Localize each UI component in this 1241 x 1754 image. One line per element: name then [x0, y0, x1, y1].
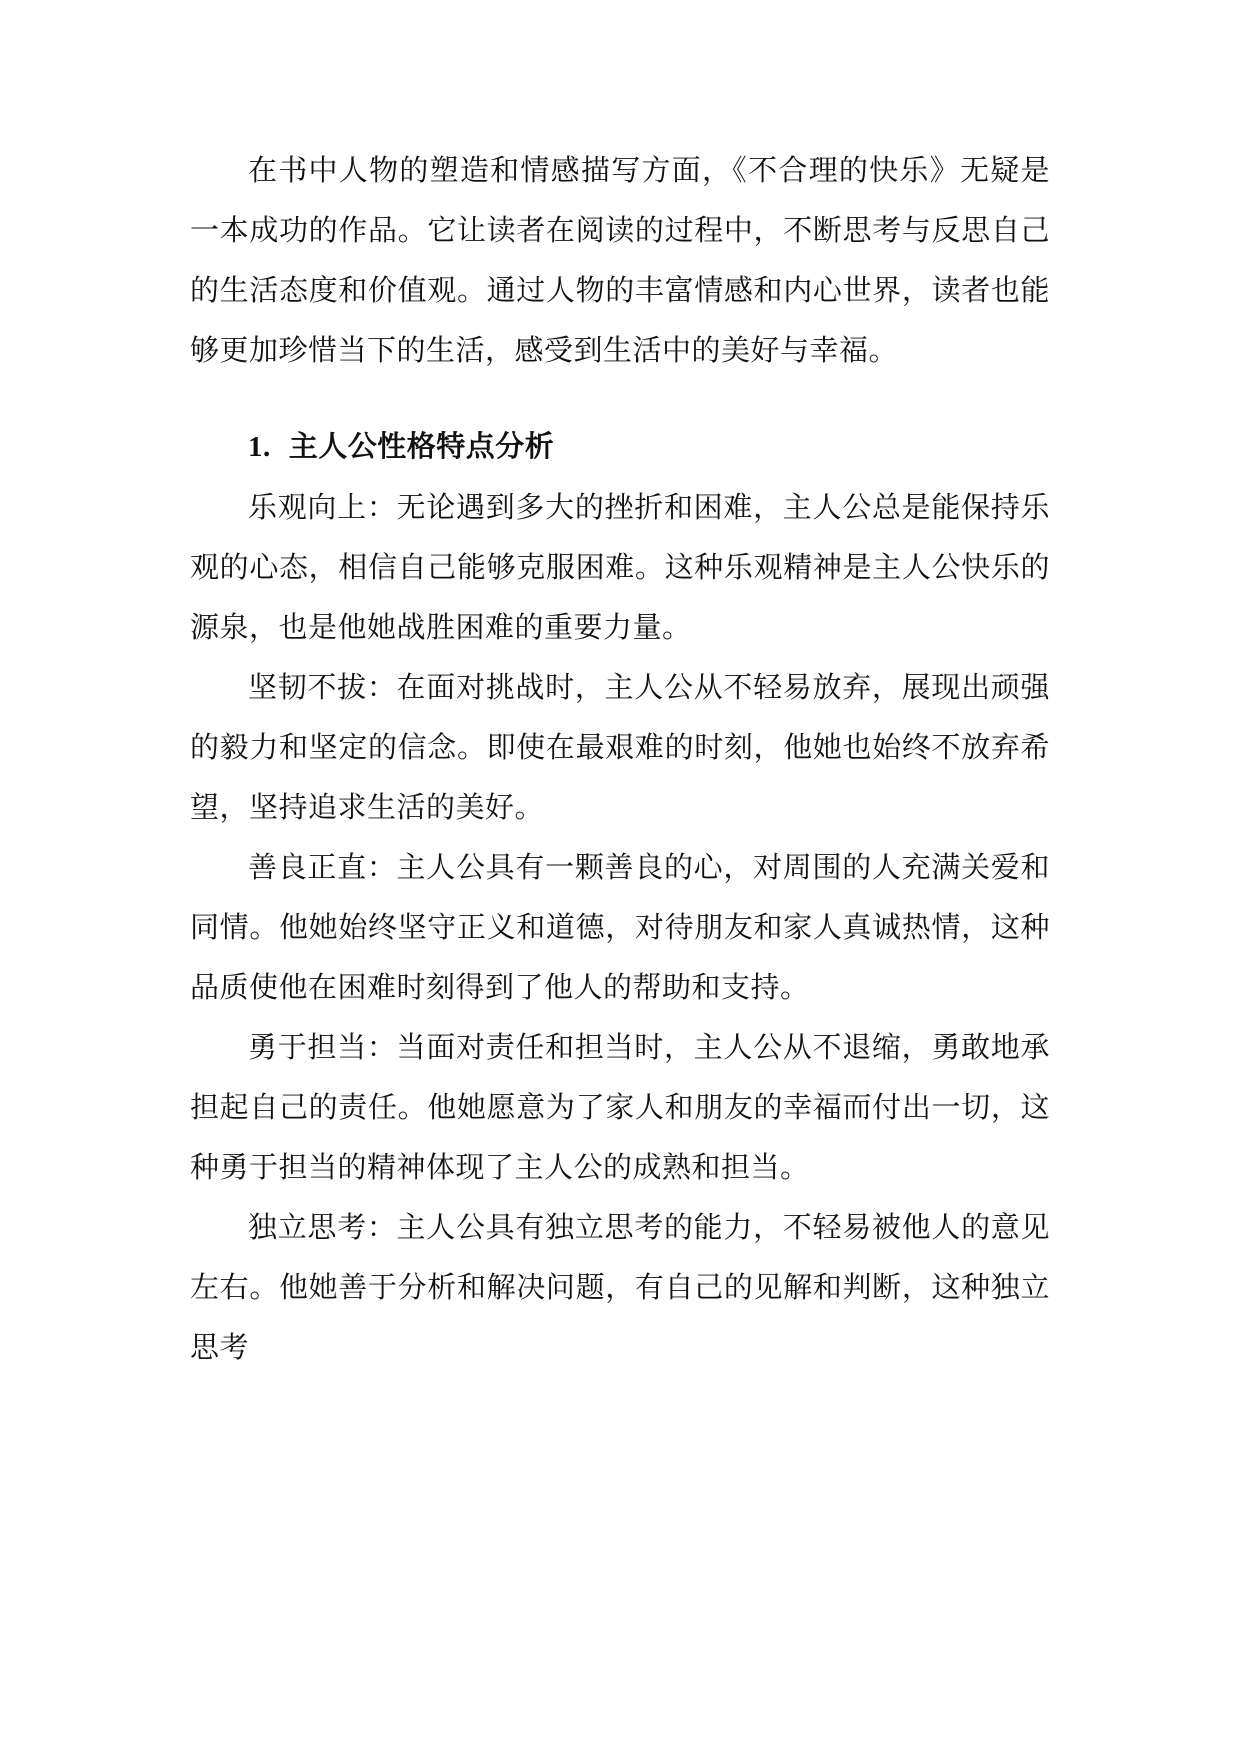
- section-heading: [248, 416, 1050, 477]
- intro-paragraph: 在书中人物的塑造和情感描写方面，《不合理的快乐》无疑是一本成功的作品。它让读者在阅读的过程中，不断思考与反思自己的生活态度和价值观。通过人物的丰富情感和内心世界，读者也能够更加珍惜当下的生活，感受到生活中的美好与幸福。: [190, 153, 1050, 367]
- document-page: [190, 140, 1050, 1377]
- trait-paragraph-kindness: 善良正直：主人公具有一颗善良的心，对周围的人充满关爱和同情。他她始终坚守正义和道德，对待朋友和家人真诚热情，这种品质使他在困难时刻得到了他人的帮助和支持。: [190, 850, 1050, 1004]
- section-number: 1.: [248, 431, 271, 463]
- trait-paragraph-perseverance: 坚韧不拔：在面对挑战时，主人公从不轻易放弃，展现出顽强的毅力和坚定的信念。即使在最艰难的时刻，他她也始终不放弃希望，坚持追求生活的美好。: [190, 670, 1050, 824]
- section-spacer: [190, 380, 1050, 416]
- section-title: 主人公性格特点分析: [288, 429, 555, 463]
- trait-paragraph-responsibility: 勇于担当：当面对责任和担当时，主人公从不退缩，勇敢地承担起自己的责任。他她愿意为了家人和朋友的幸福而付出一切，这种勇于担当的精神体现了主人公的成熟和担当。: [190, 1030, 1050, 1184]
- trait-paragraph-independence: 独立思考：主人公具有独立思考的能力，不轻易被他人的意见左右。他她善于分析和解决问题，有自己的见解和判断，这种独立思考: [190, 1210, 1050, 1364]
- trait-paragraph-optimism: 乐观向上：无论遇到多大的挫折和困难，主人公总是能保持乐观的心态，相信自己能够克服困难。这种乐观精神是主人公快乐的源泉，也是他她战胜困难的重要力量。: [190, 490, 1050, 644]
